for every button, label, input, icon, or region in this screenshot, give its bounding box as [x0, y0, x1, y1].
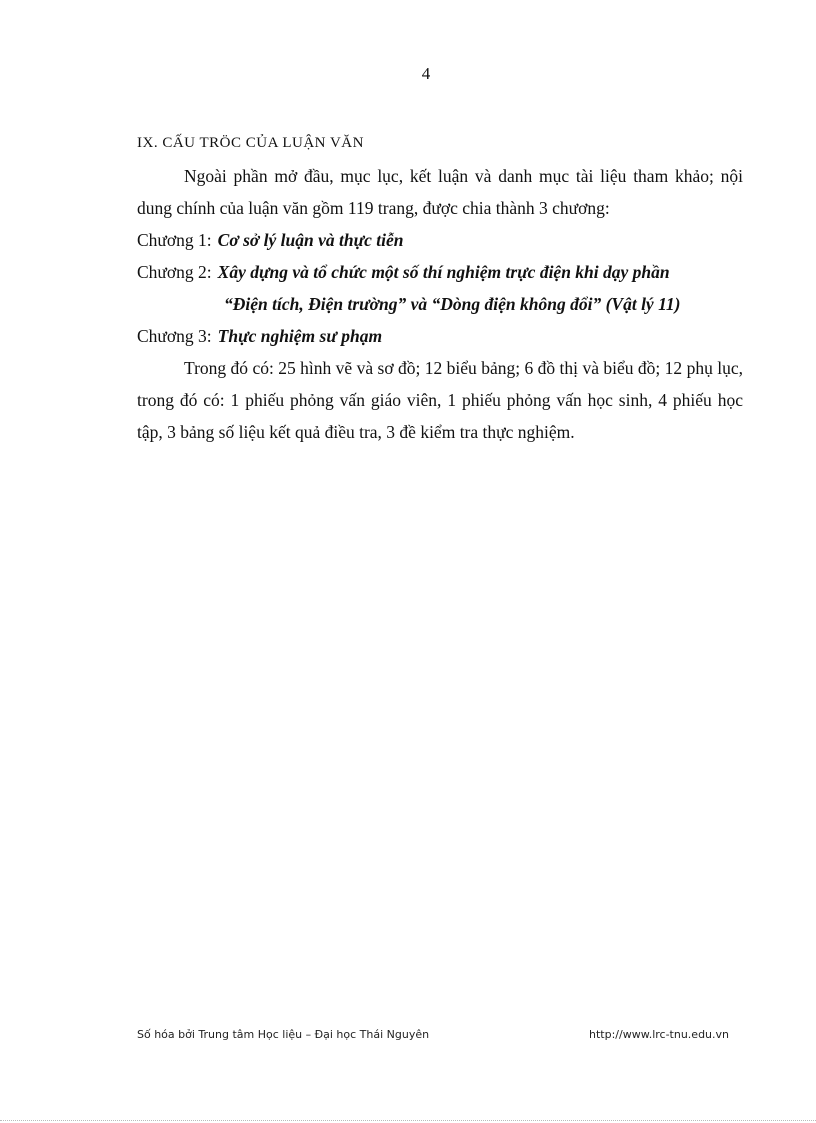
summary-paragraph: Trong đó có: 25 hình vẽ và sơ đồ; 12 biểu bảng; 6 đồ thị và biểu đồ; 12 phụ lục, trong đó có: 1 phiếu phỏng vấn giáo viên, 1 phiếu phỏng vấn học sinh, 4 phiếu học tập, 3 bảng số liệu kết quả điều tra, 3 đề kiểm tra thực nghiệm.	[137, 358, 743, 442]
bottom-divider	[0, 1120, 816, 1121]
chapter-3-label: Chương 3:	[137, 326, 212, 346]
chapter-3	[137, 320, 743, 352]
chapter-3-title: Thực nghiệm sư phạm	[217, 326, 383, 346]
footer-url: http://www.lrc-tnu.edu.vn	[589, 1028, 729, 1041]
page-number: 4	[421, 64, 431, 83]
document-body	[137, 130, 743, 448]
chapter-1-title: Cơ sở lý luận và thực tiễn	[217, 230, 404, 250]
chapter-2-title: Xây dựng và tổ chức một số thí nghiệm trực điện khi dạy phần	[217, 262, 670, 282]
chapter-1-label: Chương 1:	[137, 230, 212, 250]
chapter-2	[137, 256, 743, 288]
page-footer	[137, 1028, 729, 1041]
chapter-1	[137, 224, 743, 256]
chapter-2-label: Chương 2:	[137, 262, 212, 282]
intro-paragraph: Ngoài phần mở đầu, mục lục, kết luận và danh mục tài liệu tham khảo; nội dung chính của luận văn gồm 119 trang, được chia thành 3 chương:	[137, 166, 743, 218]
section-heading: IX. CẤU TRÖC CỦA LUẬN VĂN	[137, 135, 364, 151]
chapter-2-title-continued: “Điện tích, Điện trường” và “Dòng điện không đổi” (Vật lý 11)	[224, 294, 681, 314]
footer-source: Số hóa bởi Trung tâm Học liệu – Đại học Thái Nguyên	[137, 1028, 430, 1041]
